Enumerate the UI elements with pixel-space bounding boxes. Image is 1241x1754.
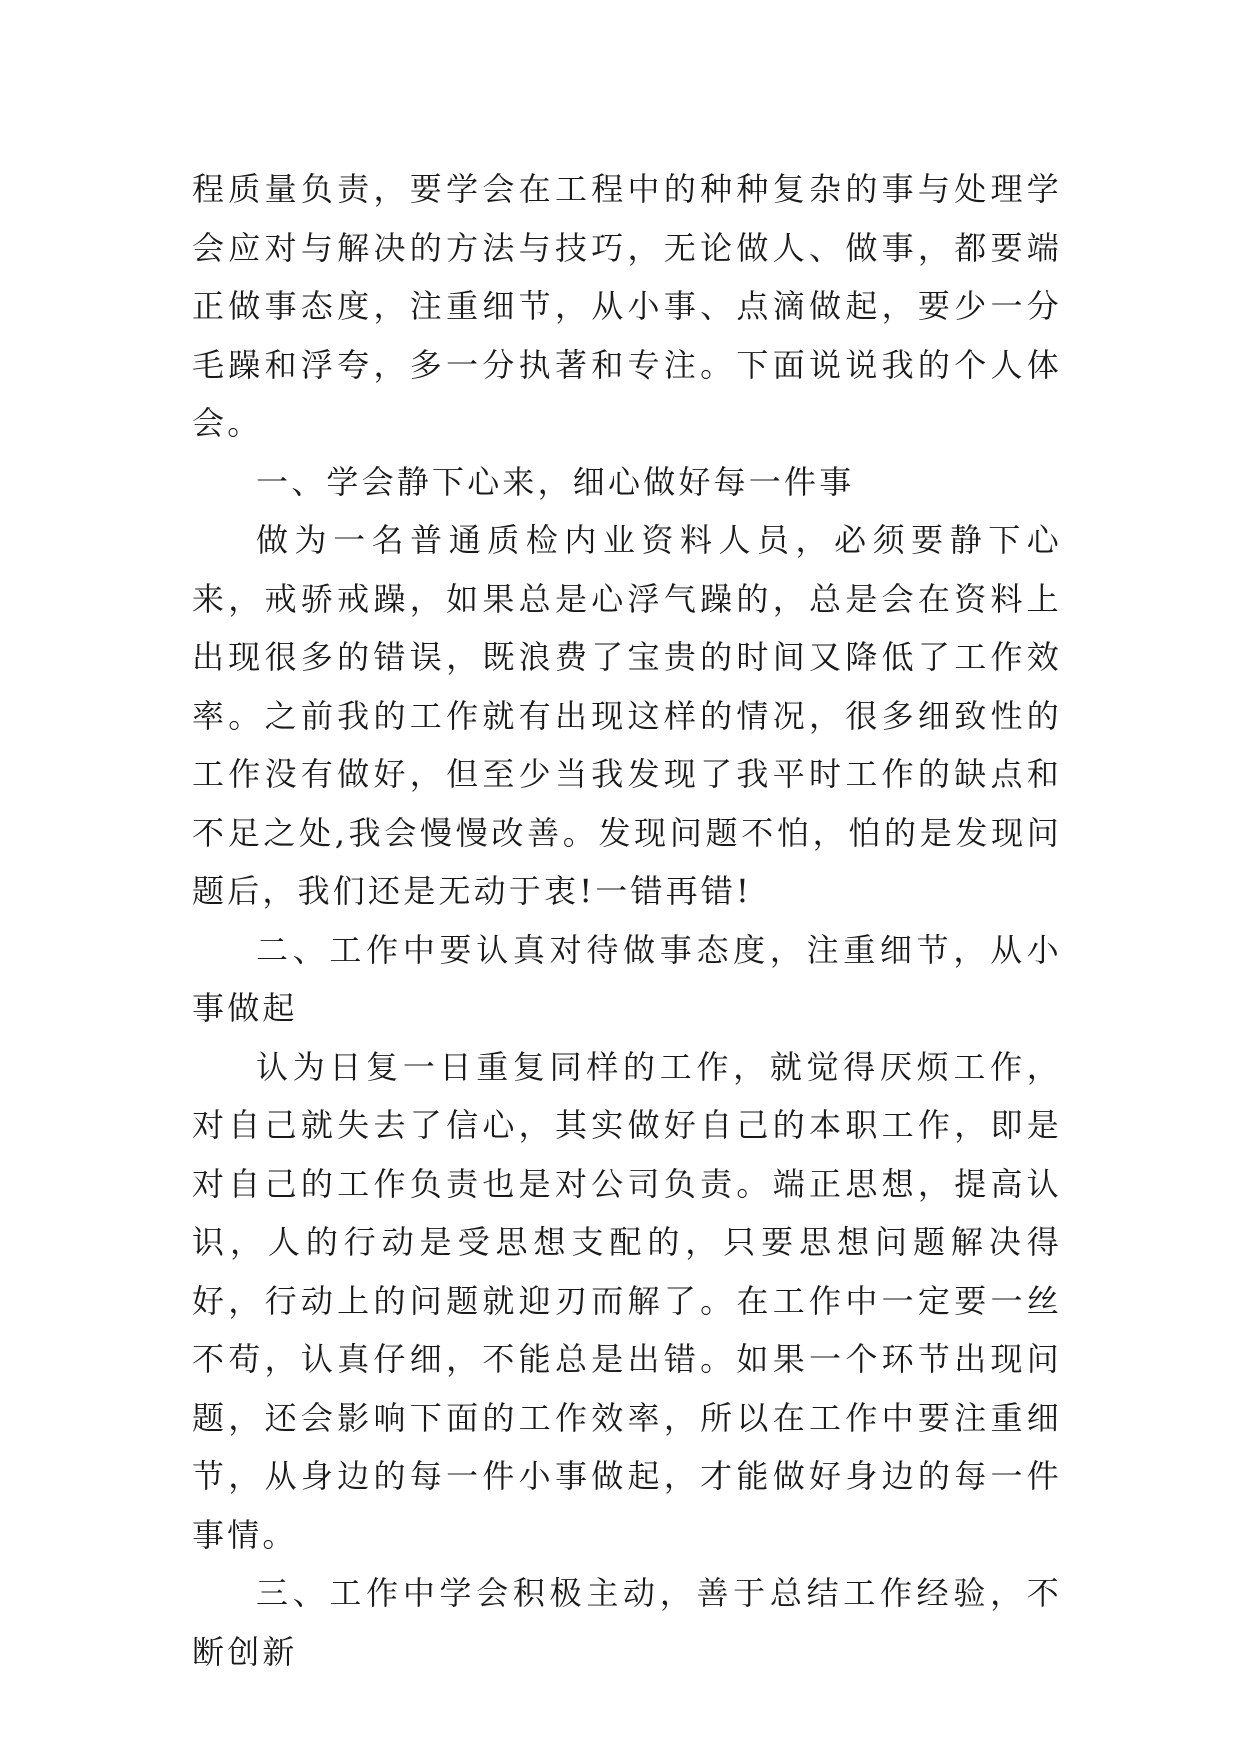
paragraph-intro-continued: 程质量负责，要学会在工程中的种种复杂的事与处理学会应对与解决的方法与技巧，无论做人、做事，都要端正做事态度，注重细节，从小事、点滴做起，要少一分毛躁和浮夸，多一分执著和专注。下面说说我的个人体会。 xyxy=(192,170,1062,442)
heading-section-three: 三、工作中学会积极主动，善于总结工作经验，不断创新 xyxy=(192,1574,1062,1671)
paragraph-section-one: 做为一名普通质检内业资料人员，必须要静下心来，戒骄戒躁，如果总是心浮气躁的，总是会在资料上出现很多的错误，既浪费了宝贵的时间又降低了工作效率。之前我的工作就有出现这样的情况，很多细致性的工作没有做好，但至少当我发现了我平时工作的缺点和不足之处,我会慢慢改善。发现问题不怕，怕的是发现问题后，我们还是无动于衷!一错再错! xyxy=(192,521,1062,910)
document-body xyxy=(192,160,1062,1681)
heading-section-one: 一、学会静下心来，细心做好每一件事 xyxy=(256,462,855,501)
heading-section-two: 二、工作中要认真对待做事态度，注重细节，从小事做起 xyxy=(192,930,1062,1027)
paragraph-section-two: 认为日复一日重复同样的工作，就觉得厌烦工作，对自己就失去了信心，其实做好自己的本职工作，即是对自己的工作负责也是对公司负责。端正思想，提高认识，人的行动是受思想支配的，只要思想问题解决得好，行动上的问题就迎刃而解了。在工作中一定要一丝不苟，认真仔细，不能总是出错。如果一个环节出现问题，还会影响下面的工作效率，所以在工作中要注重细节，从身边的每一件小事做起，才能做好身边的每一件事情。 xyxy=(192,1047,1062,1554)
